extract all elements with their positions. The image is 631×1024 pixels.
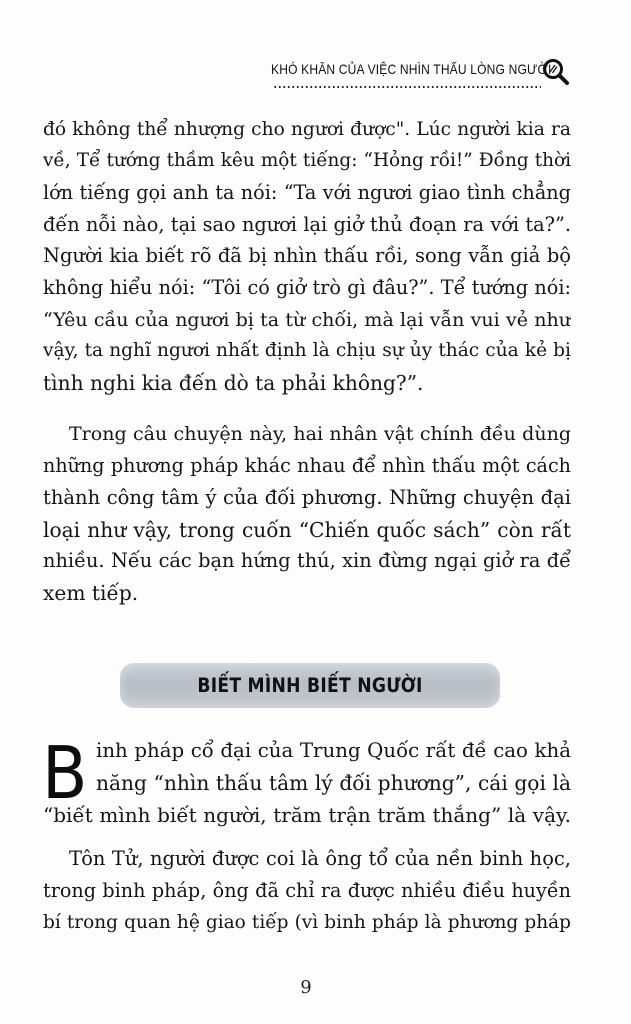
drop-cap: B <box>42 731 88 815</box>
magnifier-icon <box>541 57 571 87</box>
text-line: những phương pháp khác nhau để nhìn thấu một cách <box>43 454 571 477</box>
text-line: trong binh pháp, ông đã chỉ ra được nhiều điều huyền <box>43 879 571 902</box>
chapter-title: KHÓ KHĂN CỦA VIỆC NHÌN THẤU LÒNG NGƯỜI <box>271 61 552 77</box>
text-line: không hiểu nói: “Tôi có giở trò gì đâu?”. Tể tướng nói: <box>43 276 571 299</box>
text-line: “biết mình biết người, trăm trận trăm thắng” là vậy. <box>43 803 571 827</box>
text-line: Tôn Tử, người được coi là ông tổ của nền binh học, <box>69 847 571 870</box>
running-header <box>271 59 571 95</box>
section-heading-text: BIẾT MÌNH BIẾT NGƯỜI <box>197 674 423 697</box>
section-heading <box>120 663 500 708</box>
text-line: thành công tâm ý của đối phương. Những chuyện đại <box>43 486 571 509</box>
text-line: Người kia biết rõ đã bị nhìn thấu rồi, song vẫn giả bộ <box>43 244 571 267</box>
text-line: đến nỗi nào, tại sao ngươi lại giở thủ đoạn ra với ta?”. <box>43 213 571 236</box>
text-line: nhiều. Nếu các bạn hứng thú, xin đừng ngại giở ra để <box>43 549 571 572</box>
text-line: Trong câu chuyện này, hai nhân vật chính đều dùng <box>69 423 571 445</box>
text-line: xem tiếp. <box>43 581 139 605</box>
text-line: lớn tiếng gọi anh ta nói: “Ta với ngươi giao tình chẳng <box>43 181 571 204</box>
text-line: đó không thể nhượng cho ngươi được". Lúc người kia ra <box>43 119 571 140</box>
dotted-rule <box>273 86 541 88</box>
text-line: vậy, ta nghĩ ngươi nhất định là chịu sự ủy thác của kẻ bị <box>43 340 571 361</box>
text-line: năng “nhìn thấu tâm lý đối phương”, cái gọi là <box>96 771 571 795</box>
text-line: “Yêu cầu của ngươi bị ta từ chối, mà lại vẫn vui vẻ như <box>43 309 571 331</box>
text-line: inh pháp cổ đại của Trung Quốc rất đề cao khả <box>96 739 571 762</box>
text-line: về, Tể tướng thầm kêu một tiếng: “Hỏng rồi!” Đồng thời <box>43 150 571 171</box>
page-number: 9 <box>300 977 312 998</box>
text-line: loại như vậy, trong cuốn “Chiến quốc sách” còn rất <box>43 518 571 542</box>
text-line: tình nghi kia đến dò ta phải không?”. <box>43 371 424 395</box>
text-line: bí trong quan hệ giao tiếp (vì binh pháp là phương pháp <box>43 912 571 933</box>
